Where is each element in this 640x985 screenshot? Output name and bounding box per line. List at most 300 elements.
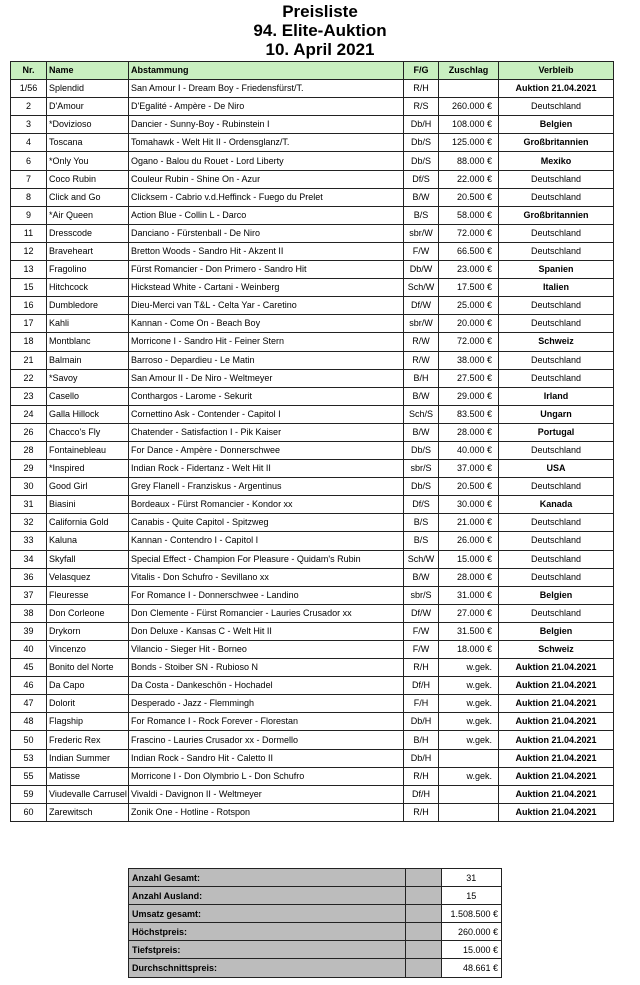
cell-nr: 53 — [11, 749, 47, 767]
cell-nr: 26 — [11, 423, 47, 441]
cell-zuschlag: 83.500 € — [439, 405, 499, 423]
cell-nr: 24 — [11, 405, 47, 423]
cell-abstammung: Don Deluxe - Kansas C - Welt Hit II — [129, 622, 404, 640]
cell-name: *Only You — [47, 152, 129, 170]
cell-verbleib: Deutschland — [499, 514, 614, 532]
cell-abstammung: Don Clemente - Fürst Romancier - Lauries Crusador xx — [129, 604, 404, 622]
cell-name: Kaluna — [47, 532, 129, 550]
cell-nr: 48 — [11, 713, 47, 731]
cell-verbleib: Deutschland — [499, 98, 614, 116]
cell-verbleib: Deutschland — [499, 441, 614, 459]
summary-label: Anzahl Gesamt: — [129, 869, 406, 887]
cell-nr: 45 — [11, 659, 47, 677]
cell-verbleib: Großbritannien — [499, 134, 614, 152]
cell-fg: B/S — [404, 532, 439, 550]
cell-zuschlag: 21.000 € — [439, 514, 499, 532]
cell-nr: 23 — [11, 387, 47, 405]
cell-fg: R/W — [404, 333, 439, 351]
cell-verbleib: Deutschland — [499, 315, 614, 333]
cell-verbleib: Deutschland — [499, 369, 614, 387]
cell-name: Don Corleone — [47, 604, 129, 622]
cell-fg: Db/W — [404, 261, 439, 279]
table-row — [11, 387, 614, 405]
cell-fg: Sch/S — [404, 405, 439, 423]
title-line-1: Preisliste — [282, 2, 358, 21]
cell-fg: Df/S — [404, 170, 439, 188]
table-row — [11, 242, 614, 260]
cell-name: Dolorit — [47, 695, 129, 713]
table-row — [11, 604, 614, 622]
cell-name: Chacco's Fly — [47, 423, 129, 441]
table-row — [11, 677, 614, 695]
cell-nr: 38 — [11, 604, 47, 622]
cell-nr: 37 — [11, 586, 47, 604]
cell-nr: 30 — [11, 478, 47, 496]
cell-zuschlag: 22.000 € — [439, 170, 499, 188]
cell-zuschlag: 37.000 € — [439, 460, 499, 478]
table-row — [11, 767, 614, 785]
cell-fg: B/H — [404, 369, 439, 387]
cell-name: Drykorn — [47, 622, 129, 640]
cell-abstammung: For Romance I - Rock Forever - Florestan — [129, 713, 404, 731]
cell-abstammung: D'Egalité - Ampère - De Niro — [129, 98, 404, 116]
cell-zuschlag — [439, 785, 499, 803]
table-row — [11, 333, 614, 351]
cell-fg: Df/W — [404, 604, 439, 622]
table-row — [11, 134, 614, 152]
cell-nr: 31 — [11, 496, 47, 514]
table-row — [11, 80, 614, 98]
table-row — [11, 170, 614, 188]
cell-name: Fleuresse — [47, 586, 129, 604]
cell-fg: Df/S — [404, 496, 439, 514]
cell-name: Galla Hillock — [47, 405, 129, 423]
cell-fg: R/H — [404, 803, 439, 821]
summary-value: 48.661 € — [441, 959, 502, 977]
cell-name: Vincenzo — [47, 641, 129, 659]
cell-name: Kahli — [47, 315, 129, 333]
cell-zuschlag: 20.500 € — [439, 188, 499, 206]
cell-fg: B/H — [404, 731, 439, 749]
cell-zuschlag: 29.000 € — [439, 387, 499, 405]
cell-abstammung: Canabis - Quite Capitol - Spitzweg — [129, 514, 404, 532]
header-fg: F/G — [404, 62, 439, 80]
cell-verbleib: Auktion 21.04.2021 — [499, 677, 614, 695]
cell-zuschlag: 17.500 € — [439, 279, 499, 297]
cell-abstammung: Indian Rock - Fidertanz - Welt Hit II — [129, 460, 404, 478]
cell-nr: 59 — [11, 785, 47, 803]
cell-fg: R/W — [404, 351, 439, 369]
cell-fg: Df/H — [404, 677, 439, 695]
cell-name: Bonito del Norte — [47, 659, 129, 677]
cell-name: Biasini — [47, 496, 129, 514]
table-row — [11, 550, 614, 568]
cell-zuschlag: 40.000 € — [439, 441, 499, 459]
cell-verbleib: Deutschland — [499, 604, 614, 622]
cell-fg: B/W — [404, 188, 439, 206]
table-row — [11, 478, 614, 496]
header-name: Name — [47, 62, 129, 80]
cell-name: Fontainebleau — [47, 441, 129, 459]
cell-name: Velasquez — [47, 568, 129, 586]
table-row — [11, 749, 614, 767]
table-row — [11, 659, 614, 677]
summary-row — [129, 959, 502, 977]
cell-abstammung: For Dance - Ampère - Donnerschwee — [129, 441, 404, 459]
cell-nr: 17 — [11, 315, 47, 333]
cell-fg: Db/S — [404, 478, 439, 496]
header-abstammung: Abstammung — [129, 62, 404, 80]
cell-name: D'Amour — [47, 98, 129, 116]
cell-nr: 40 — [11, 641, 47, 659]
cell-nr: 6 — [11, 152, 47, 170]
table-row — [11, 731, 614, 749]
cell-fg: Sch/W — [404, 279, 439, 297]
cell-verbleib: Belgien — [499, 586, 614, 604]
summary-table — [128, 868, 502, 978]
cell-name: Frederic Rex — [47, 731, 129, 749]
cell-nr: 8 — [11, 188, 47, 206]
cell-zuschlag: w.gek. — [439, 659, 499, 677]
cell-verbleib: Deutschland — [499, 224, 614, 242]
summary-row — [129, 887, 502, 905]
cell-abstammung: Couleur Rubin - Shine On - Azur — [129, 170, 404, 188]
cell-zuschlag: w.gek. — [439, 767, 499, 785]
cell-fg: Db/S — [404, 441, 439, 459]
cell-abstammung: For Romance I - Donnerschwee - Landino — [129, 586, 404, 604]
cell-name: Zarewitsch — [47, 803, 129, 821]
cell-abstammung: Tomahawk - Welt Hit II - Ordensglanz/T. — [129, 134, 404, 152]
cell-nr: 1/56 — [11, 80, 47, 98]
cell-fg: B/S — [404, 514, 439, 532]
table-row — [11, 315, 614, 333]
cell-zuschlag: 23.000 € — [439, 261, 499, 279]
summary-value: 1.508.500 € — [441, 905, 502, 923]
summary-label: Anzahl Ausland: — [129, 887, 406, 905]
cell-zuschlag — [439, 749, 499, 767]
cell-verbleib: Auktion 21.04.2021 — [499, 80, 614, 98]
table-row — [11, 152, 614, 170]
title-line-2: 94. Elite-Auktion — [253, 21, 387, 40]
header-verbleib: Verbleib — [499, 62, 614, 80]
summary-row — [129, 923, 502, 941]
cell-verbleib: Deutschland — [499, 297, 614, 315]
cell-verbleib: Deutschland — [499, 550, 614, 568]
cell-verbleib: Belgien — [499, 622, 614, 640]
cell-name: *Air Queen — [47, 206, 129, 224]
cell-nr: 55 — [11, 767, 47, 785]
table-row — [11, 532, 614, 550]
cell-verbleib: Schweiz — [499, 333, 614, 351]
cell-fg: Sch/W — [404, 550, 439, 568]
cell-nr: 3 — [11, 116, 47, 134]
table-row — [11, 423, 614, 441]
cell-name: Flagship — [47, 713, 129, 731]
cell-nr: 18 — [11, 333, 47, 351]
cell-abstammung: Dancier - Sunny-Boy - Rubinstein I — [129, 116, 404, 134]
cell-verbleib: USA — [499, 460, 614, 478]
summary-spacer — [406, 869, 441, 887]
cell-fg: Df/W — [404, 297, 439, 315]
cell-fg: sbr/W — [404, 224, 439, 242]
cell-verbleib: Spanien — [499, 261, 614, 279]
cell-nr: 9 — [11, 206, 47, 224]
cell-nr: 4 — [11, 134, 47, 152]
table-row — [11, 695, 614, 713]
table-row — [11, 713, 614, 731]
summary-spacer — [406, 941, 441, 959]
summary-label: Höchstpreis: — [129, 923, 406, 941]
cell-abstammung: Clicksem - Cabrio v.d.Heffinck - Fuego du Prelet — [129, 188, 404, 206]
cell-verbleib: Auktion 21.04.2021 — [499, 767, 614, 785]
cell-fg: Db/H — [404, 713, 439, 731]
cell-name: Good Girl — [47, 478, 129, 496]
cell-nr: 7 — [11, 170, 47, 188]
cell-zuschlag: 88.000 € — [439, 152, 499, 170]
cell-abstammung: Morricone I - Don Olymbrio L - Don Schufro — [129, 767, 404, 785]
table-row — [11, 641, 614, 659]
cell-name: Toscana — [47, 134, 129, 152]
summary-row — [129, 905, 502, 923]
cell-zuschlag — [439, 803, 499, 821]
summary-value: 15 — [441, 887, 502, 905]
cell-name: Casello — [47, 387, 129, 405]
cell-nr: 16 — [11, 297, 47, 315]
cell-fg: B/S — [404, 206, 439, 224]
cell-name: *Inspired — [47, 460, 129, 478]
cell-fg: F/W — [404, 622, 439, 640]
cell-fg: B/W — [404, 423, 439, 441]
cell-fg: R/S — [404, 98, 439, 116]
cell-nr: 33 — [11, 532, 47, 550]
cell-zuschlag: 27.000 € — [439, 604, 499, 622]
table-row — [11, 224, 614, 242]
cell-name: Balmain — [47, 351, 129, 369]
cell-verbleib: Irland — [499, 387, 614, 405]
table-row — [11, 803, 614, 821]
summary-spacer — [406, 905, 441, 923]
cell-verbleib: Deutschland — [499, 568, 614, 586]
cell-name: California Gold — [47, 514, 129, 532]
cell-nr: 60 — [11, 803, 47, 821]
cell-verbleib: Großbritannien — [499, 206, 614, 224]
cell-name: Dumbledore — [47, 297, 129, 315]
cell-name: Matisse — [47, 767, 129, 785]
cell-abstammung: Zonik One - Hotline - Rotspon — [129, 803, 404, 821]
table-header-row — [11, 62, 614, 80]
cell-abstammung: Danciano - Fürstenball - De Niro — [129, 224, 404, 242]
header-nr: Nr. — [11, 62, 47, 80]
cell-zuschlag: 72.000 € — [439, 224, 499, 242]
summary-spacer — [406, 923, 441, 941]
cell-verbleib: Deutschland — [499, 188, 614, 206]
cell-verbleib: Italien — [499, 279, 614, 297]
summary-value: 260.000 € — [441, 923, 502, 941]
cell-abstammung: Kannan - Come On - Beach Boy — [129, 315, 404, 333]
cell-abstammung: Fürst Romancier - Don Primero - Sandro Hit — [129, 261, 404, 279]
cell-name: Skyfall — [47, 550, 129, 568]
cell-abstammung: Ogano - Balou du Rouet - Lord Liberty — [129, 152, 404, 170]
cell-nr: 36 — [11, 568, 47, 586]
cell-zuschlag: 20.000 € — [439, 315, 499, 333]
cell-nr: 46 — [11, 677, 47, 695]
table-row — [11, 568, 614, 586]
cell-abstammung: San Amour II - De Niro - Weltmeyer — [129, 369, 404, 387]
cell-nr: 32 — [11, 514, 47, 532]
cell-nr: 47 — [11, 695, 47, 713]
cell-name: Viudevalle Carrusel — [47, 785, 129, 803]
cell-abstammung: San Amour I - Dream Boy - Friedensfürst/T. — [129, 80, 404, 98]
cell-name: Braveheart — [47, 242, 129, 260]
cell-verbleib: Deutschland — [499, 532, 614, 550]
cell-zuschlag: 260.000 € — [439, 98, 499, 116]
cell-nr: 21 — [11, 351, 47, 369]
cell-nr: 15 — [11, 279, 47, 297]
table-row — [11, 496, 614, 514]
cell-fg: Db/S — [404, 134, 439, 152]
cell-nr: 28 — [11, 441, 47, 459]
cell-nr: 11 — [11, 224, 47, 242]
cell-verbleib: Auktion 21.04.2021 — [499, 659, 614, 677]
cell-fg: F/H — [404, 695, 439, 713]
cell-abstammung: Grey Flanell - Franziskus - Argentinus — [129, 478, 404, 496]
summary-spacer — [406, 887, 441, 905]
cell-nr: 50 — [11, 731, 47, 749]
cell-abstammung: Desperado - Jazz - Flemmingh — [129, 695, 404, 713]
cell-zuschlag — [439, 80, 499, 98]
cell-nr: 34 — [11, 550, 47, 568]
cell-name: Fragolino — [47, 261, 129, 279]
table-row — [11, 460, 614, 478]
cell-fg: sbr/W — [404, 315, 439, 333]
cell-name: Da Capo — [47, 677, 129, 695]
cell-abstammung: Barroso - Depardieu - Le Matin — [129, 351, 404, 369]
cell-nr: 29 — [11, 460, 47, 478]
cell-zuschlag: 31.500 € — [439, 622, 499, 640]
cell-fg: Db/H — [404, 116, 439, 134]
cell-zuschlag: 18.000 € — [439, 641, 499, 659]
cell-verbleib: Deutschland — [499, 478, 614, 496]
table-row — [11, 116, 614, 134]
cell-zuschlag: 28.000 € — [439, 423, 499, 441]
cell-zuschlag: 58.000 € — [439, 206, 499, 224]
cell-fg: R/H — [404, 767, 439, 785]
cell-name: Dresscode — [47, 224, 129, 242]
cell-verbleib: Auktion 21.04.2021 — [499, 803, 614, 821]
cell-fg: Df/H — [404, 785, 439, 803]
table-row — [11, 188, 614, 206]
cell-zuschlag: w.gek. — [439, 731, 499, 749]
table-row — [11, 785, 614, 803]
cell-fg: Db/H — [404, 749, 439, 767]
cell-fg: F/W — [404, 242, 439, 260]
cell-zuschlag: 20.500 € — [439, 478, 499, 496]
cell-verbleib: Belgien — [499, 116, 614, 134]
cell-verbleib: Schweiz — [499, 641, 614, 659]
cell-name: Hitchcock — [47, 279, 129, 297]
cell-abstammung: Bonds - Stoiber SN - Rubioso N — [129, 659, 404, 677]
cell-name: *Savoy — [47, 369, 129, 387]
cell-abstammung: Chatender - Satisfaction I - Pik Kaiser — [129, 423, 404, 441]
cell-abstammung: Conthargos - Larome - Sekurit — [129, 387, 404, 405]
price-table — [10, 61, 614, 822]
table-row — [11, 441, 614, 459]
cell-zuschlag: 27.500 € — [439, 369, 499, 387]
cell-verbleib: Auktion 21.04.2021 — [499, 713, 614, 731]
cell-abstammung: Kannan - Contendro I - Capitol I — [129, 532, 404, 550]
cell-nr: 22 — [11, 369, 47, 387]
cell-abstammung: Indian Rock - Sandro Hit - Caletto II — [129, 749, 404, 767]
cell-zuschlag: 28.000 € — [439, 568, 499, 586]
cell-zuschlag: w.gek. — [439, 677, 499, 695]
cell-verbleib: Kanada — [499, 496, 614, 514]
table-row — [11, 261, 614, 279]
summary-value: 31 — [441, 869, 502, 887]
summary-label: Umsatz gesamt: — [129, 905, 406, 923]
cell-abstammung: Action Blue - Collin L - Darco — [129, 206, 404, 224]
cell-verbleib: Auktion 21.04.2021 — [499, 695, 614, 713]
cell-fg: Db/S — [404, 152, 439, 170]
cell-name: Click and Go — [47, 188, 129, 206]
cell-zuschlag: 108.000 € — [439, 116, 499, 134]
summary-spacer — [406, 959, 441, 977]
cell-abstammung: Hickstead White - Cartani - Weinberg — [129, 279, 404, 297]
cell-zuschlag: 15.000 € — [439, 550, 499, 568]
summary-label: Tiefstpreis: — [129, 941, 406, 959]
cell-nr: 13 — [11, 261, 47, 279]
cell-zuschlag: w.gek. — [439, 695, 499, 713]
cell-zuschlag: 26.000 € — [439, 532, 499, 550]
cell-verbleib: Ungarn — [499, 405, 614, 423]
cell-abstammung: Cornettino Ask - Contender - Capitol I — [129, 405, 404, 423]
cell-abstammung: Dieu-Merci van T&L - Celta Yar - Caretino — [129, 297, 404, 315]
table-row — [11, 279, 614, 297]
cell-fg: B/W — [404, 568, 439, 586]
title-line-3: 10. April 2021 — [265, 40, 375, 59]
cell-verbleib: Auktion 21.04.2021 — [499, 749, 614, 767]
table-row — [11, 98, 614, 116]
cell-fg: B/W — [404, 387, 439, 405]
cell-zuschlag: 25.000 € — [439, 297, 499, 315]
cell-abstammung: Frascino - Lauries Crusador xx - Dormello — [129, 731, 404, 749]
cell-nr: 2 — [11, 98, 47, 116]
cell-zuschlag: 72.000 € — [439, 333, 499, 351]
cell-zuschlag: 30.000 € — [439, 496, 499, 514]
cell-verbleib: Mexiko — [499, 152, 614, 170]
header-zuschlag: Zuschlag — [439, 62, 499, 80]
cell-abstammung: Vivaldi - Davignon II - Weltmeyer — [129, 785, 404, 803]
summary-row — [129, 941, 502, 959]
cell-zuschlag: w.gek. — [439, 713, 499, 731]
cell-zuschlag: 66.500 € — [439, 242, 499, 260]
table-row — [11, 405, 614, 423]
cell-abstammung: Bretton Woods - Sandro Hit - Akzent II — [129, 242, 404, 260]
cell-verbleib: Deutschland — [499, 170, 614, 188]
cell-abstammung: Vitalis - Don Schufro - Sevillano xx — [129, 568, 404, 586]
summary-value: 15.000 € — [441, 941, 502, 959]
table-row — [11, 586, 614, 604]
cell-abstammung: Vilancio - Sieger Hit - Borneo — [129, 641, 404, 659]
cell-nr: 12 — [11, 242, 47, 260]
cell-fg: sbr/S — [404, 586, 439, 604]
cell-zuschlag: 125.000 € — [439, 134, 499, 152]
table-row — [11, 297, 614, 315]
cell-abstammung: Bordeaux - Fürst Romancier - Kondor xx — [129, 496, 404, 514]
cell-zuschlag: 31.000 € — [439, 586, 499, 604]
cell-abstammung: Special Effect - Champion For Pleasure - Quidam's Rubin — [129, 550, 404, 568]
cell-name: *Dovizioso — [47, 116, 129, 134]
cell-nr: 39 — [11, 622, 47, 640]
